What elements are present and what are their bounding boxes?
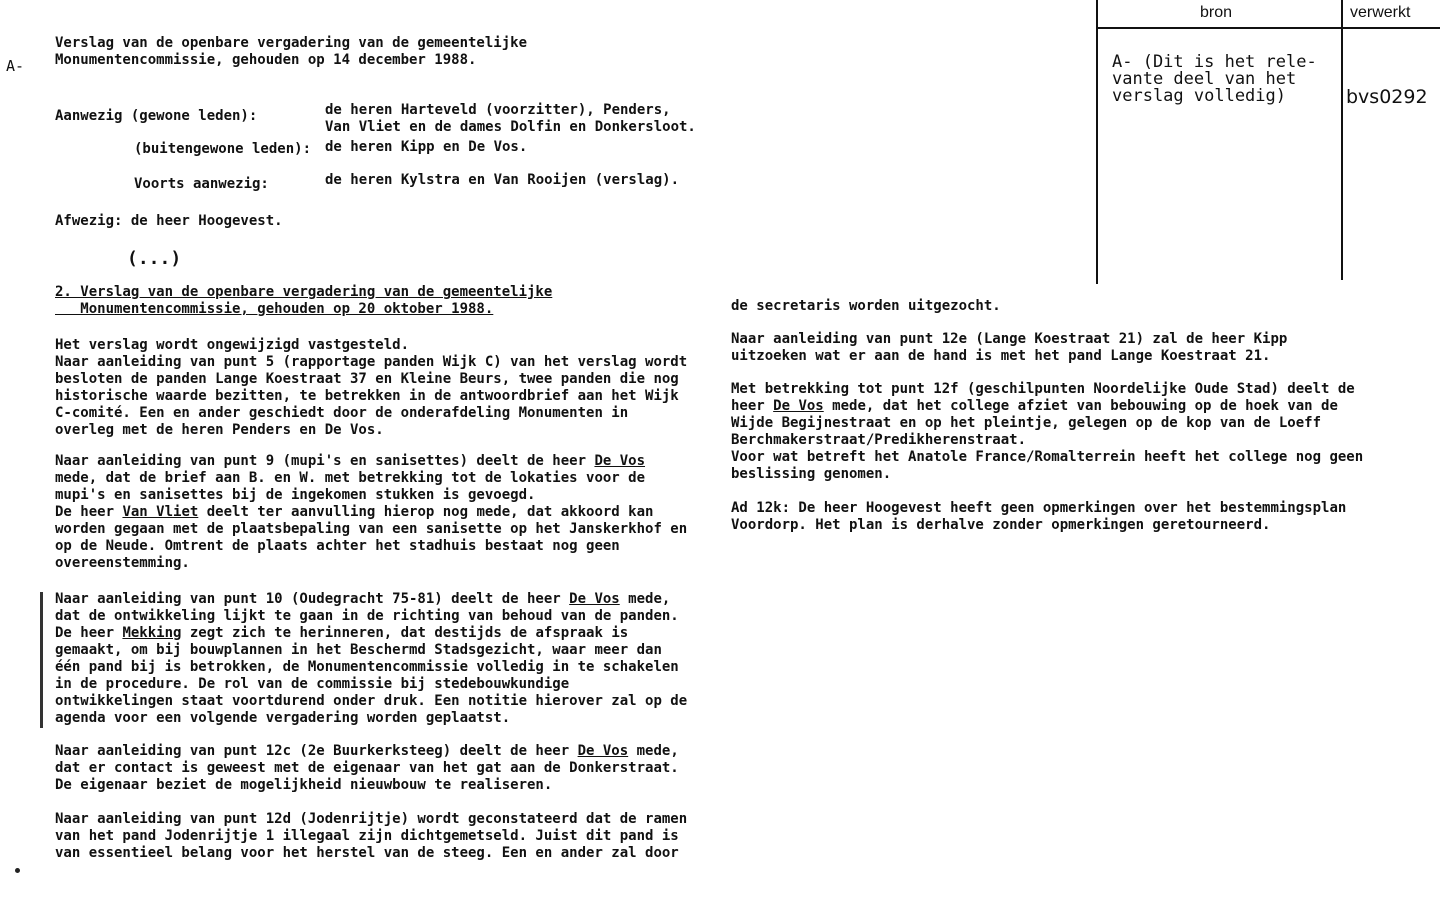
extra-members-label: (buitengewone leden): bbox=[134, 141, 312, 157]
name-de-vos: De Vos bbox=[577, 743, 629, 759]
verwerkt-header: verwerkt bbox=[1350, 4, 1411, 21]
bron-line: vante deel van het bbox=[1112, 69, 1297, 89]
verwerkt-cell: bvs0292 bbox=[1346, 86, 1428, 108]
margin-marker: A- bbox=[6, 57, 25, 75]
right-paragraph-1: de secretaris worden uitgezocht. bbox=[731, 298, 1001, 314]
stray-dot bbox=[15, 868, 20, 873]
extra-members-value: de heren Kipp en De Vos. bbox=[325, 139, 528, 155]
also-present-value: de heren Kylstra en Van Rooijen (verslag). bbox=[325, 172, 680, 188]
paragraph-1: Het verslag wordt ongewijzigd vastgesteld. Naar aanleiding van punt 5 (rapportage panden Wijk C) van het verslag wordt besloten de panden Lange Koestraat 37 en Kleine Beurs, twee panden die nog historische waarde bezitten, te betrekken in de antwoordbrief aan het Wijk C-comité. Een en ander geschiedt door de onderafdeling Monumenten in overleg met de heren Penders en De Vos. bbox=[55, 337, 688, 438]
margin-bar bbox=[40, 592, 43, 728]
present-label: Aanwezig (gewone leden): bbox=[55, 108, 258, 124]
name-de-vos: De Vos bbox=[773, 398, 824, 414]
name-de-vos: De Vos bbox=[569, 591, 620, 607]
name-de-vos: De Vos bbox=[594, 453, 646, 469]
right-paragraph-3: Met betrekking tot punt 12f (geschilpunten Noordelijke Oude Stad) deelt de heer De Vos mede, dat het college afziet van bebouwing op de hoek van de Wijde Begijnestraat en op het pleintje, gelegen op de kop van de Loeff Berchmakerstraat/Predikherenstraat. Voor wat betreft het Anatole France/Romalterrein heeft het college nog geen beslissing genomen. bbox=[731, 381, 1364, 482]
paragraph-4: Naar aanleiding van punt 12c (2e Buurkerksteeg) deelt de heer De Vos mede, dat er contact is geweest met de eigenaar van het gat aan de Donkerstraat. De eigenaar beziet de mogelijkheid nieuwbouw te realiseren. bbox=[55, 743, 679, 793]
present-value: de heren Harteveld (voorzitter), Penders, Van Vliet en de dames Dolfin en Donkersloot. bbox=[325, 102, 696, 135]
paragraph-2: Naar aanleiding van punt 9 (mupi's en sanisettes) deelt de heer De Vos mede, dat de brief aan B. en W. met betrekking tot de lokaties voor de mupi's en sanisettes bij de ingekomen stukken is gevoegd. De heer Van Vliet deelt ter aanvulling hierop nog mede, dat akkoord kan worden gegaan met de plaatsbepaling van een sanisette op het Janskerkhof en op de Neude. Omtrent de plaats achter het stadhuis bestaat nog geen overeenstemming. bbox=[55, 453, 688, 571]
paragraph-3: Naar aanleiding van punt 10 (Oudegracht 75-81) deelt de heer De Vos mede, dat de ontwikkeling lijkt te gaan in de richting van behoud van de panden. De heer Mekking zegt zich te herinneren, dat destijds de afspraak is gemaakt, om bij bouwplannen in het Beschermd Stadsgezicht, waar meer dan één pand bij is betrokken, de Monumentencommissie volledig in te schakelen in de procedure. De rol van de commissie bij stedebouwkundige ontwikkelingen staat voortdurend onder druk. Een notitie hierover zal op de agenda voor een volgende vergadering worden geplaatst. bbox=[55, 591, 688, 726]
ellipsis: (...) bbox=[127, 248, 182, 269]
name-mekking: Mekking bbox=[122, 625, 182, 641]
bron-line: A- (Dit is het rele- bbox=[1112, 52, 1317, 72]
bron-line: verslag volledig) bbox=[1112, 86, 1286, 106]
bron-header: bron bbox=[1200, 4, 1233, 21]
name-van-vliet: Van Vliet bbox=[122, 504, 199, 520]
right-paragraph-2: Naar aanleiding van punt 12e (Lange Koestraat 21) zal de heer Kipp uitzoeken wat er aan de hand is met het pand Lange Koestraat 21. bbox=[731, 331, 1288, 364]
right-paragraph-4: Ad 12k: De heer Hoogevest heeft geen opmerkingen over het bestemmingsplan Voordorp. Het plan is derhalve zonder opmerkingen geretourneerd. bbox=[731, 500, 1347, 533]
section-heading: 2. Verslag van de openbare vergadering van de gemeentelijke Monumentencommissie, gehouden op 20 oktober 1988. bbox=[55, 284, 553, 317]
bron-cell bbox=[1112, 54, 1317, 105]
paragraph-5: Naar aanleiding van punt 12d (Jodenrijtje) wordt geconstateerd dat de ramen van het pand Jodenrijtje 1 illegaal zijn dichtgemetseld. Juist dit pand is van essentieel belang voor het herstel van de steeg. Een en ander zal door bbox=[55, 811, 688, 861]
also-present-label: Voorts aanwezig: bbox=[134, 176, 269, 192]
document-title: Verslag van de openbare vergadering van de gemeentelijke Monumentencommissie, gehouden op 14 december 1988. bbox=[55, 35, 528, 68]
absent-line: Afwezig: de heer Hoogevest. bbox=[55, 213, 283, 229]
